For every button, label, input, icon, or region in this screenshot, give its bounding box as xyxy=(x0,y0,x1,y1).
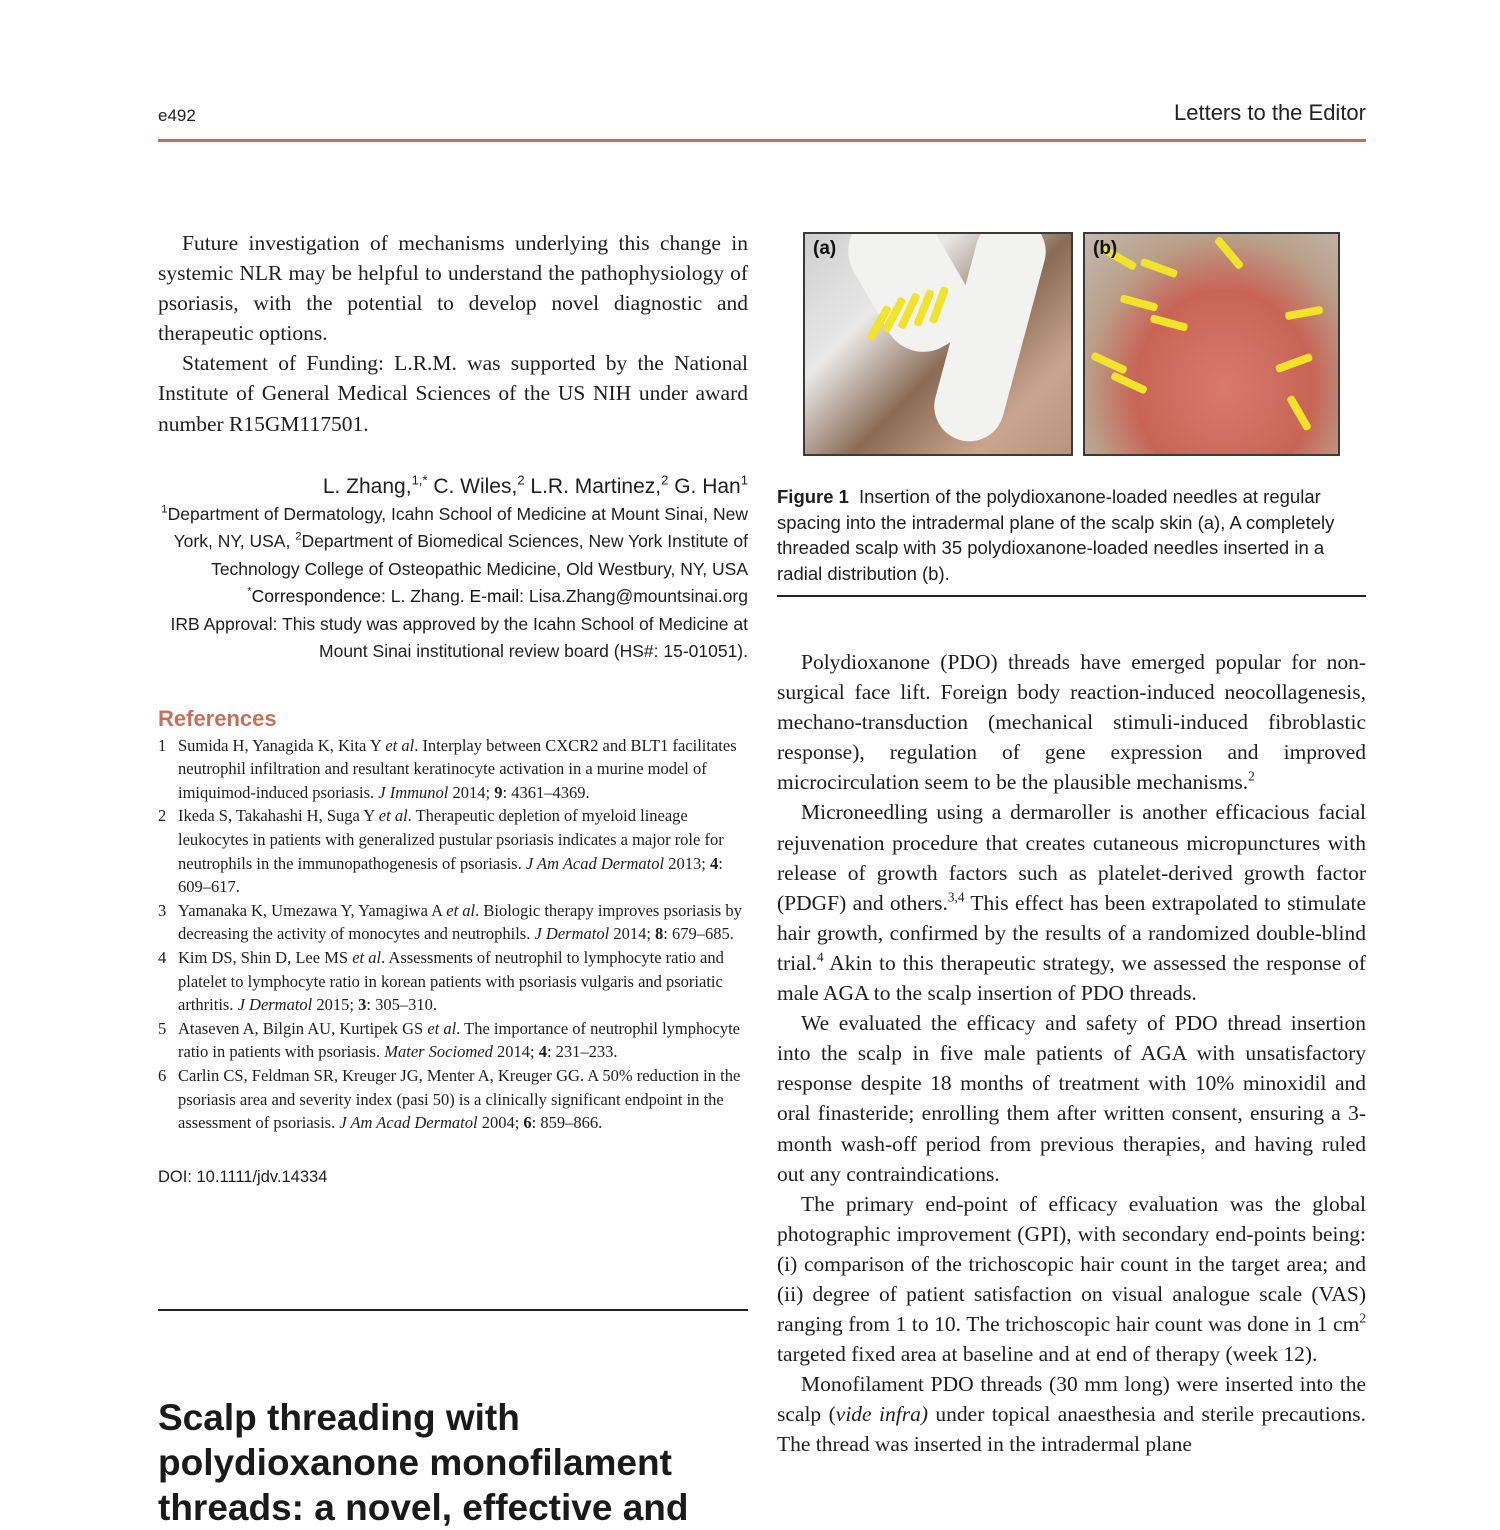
ref-pages: : 305–310. xyxy=(366,995,437,1015)
article-title: Scalp threading with polydioxanone monofilament threads: a novel, effective and xyxy=(158,1397,689,1528)
paragraph-text: Monofilament PDO threads (30 mm long) were inserted into the scalp ( xyxy=(777,1372,1366,1427)
ref-etal: et al xyxy=(427,1018,457,1038)
citation-marker[interactable]: 2 xyxy=(1248,768,1255,784)
author-name: C. Wiles, xyxy=(427,474,518,498)
reference-item xyxy=(158,1064,748,1135)
ref-authors: Carlin CS, Feldman SR, Kreuger JG, Menter A, Kreuger GG xyxy=(178,1065,580,1085)
author-block xyxy=(158,473,748,666)
body-paragraph xyxy=(777,1189,1366,1370)
ref-journal: J Immunol xyxy=(378,782,449,802)
ref-number: 4 xyxy=(158,948,167,967)
figure-1 xyxy=(803,232,1340,458)
affiliations xyxy=(158,501,748,584)
ref-year: 2004; xyxy=(477,1113,524,1133)
needle-shape xyxy=(1090,351,1128,374)
paragraph-text: under topical anaesthesia and sterile precautions. The thread was inserted in the intradermal plane xyxy=(777,1402,1366,1457)
figure-label: Figure 1 xyxy=(777,486,849,507)
right-column xyxy=(777,647,1366,1460)
references-heading: References xyxy=(158,705,277,731)
ref-etal: et al xyxy=(446,900,476,920)
reference-item xyxy=(158,899,748,946)
author-name: L.R. Martinez, xyxy=(524,474,662,498)
page-header xyxy=(158,100,1366,140)
italic-text: vide infra) xyxy=(835,1402,928,1427)
ref-journal: J Am Acad Dermatol xyxy=(339,1113,478,1133)
ref-title: . Interplay between CXCR2 and BLT1 facilitates neutrophil infiltration and resultant keratinocyte activation in a murine model of imiquimod-induced psoriasis. xyxy=(178,735,737,802)
ref-number: 1 xyxy=(158,735,167,755)
funding-statement: Statement of Funding: L.R.M. was supported by the National Institute of General Medical Sciences of the US NIH under award number R15GM117501. xyxy=(158,351,748,436)
paragraph-text: Microneedling using a dermaroller is another efficacious facial rejuvenation procedure that creates cutaneous micropunctures with release of growth factors such as platelet-derived growth factor (PDGF) and others. xyxy=(777,800,1366,915)
ref-pages: : 231–233. xyxy=(546,1042,618,1062)
body-paragraph xyxy=(777,647,1366,797)
ref-etal: et al xyxy=(352,948,382,967)
figure-panel-b-photo xyxy=(1083,232,1340,456)
ref-year: 2014; xyxy=(448,782,495,802)
paragraph-text: targeted fixed area at baseline and at end of therapy (week 12). xyxy=(777,1342,1318,1367)
needle-shape xyxy=(1110,371,1148,394)
affiliation-marker: 2 xyxy=(517,472,525,488)
affiliation-marker: 1,* xyxy=(411,472,428,488)
ref-volume: 9 xyxy=(494,782,503,802)
correspondence-name: L. Zhang. xyxy=(385,586,470,607)
email-label: E-mail: xyxy=(469,586,524,607)
needle-shape xyxy=(1275,353,1313,374)
ref-number: 3 xyxy=(158,900,167,920)
header-rule xyxy=(158,139,1366,142)
figure-panel-a-photo xyxy=(803,232,1073,456)
ref-pages: : 4361–4369. xyxy=(502,782,590,802)
ref-title: . The importance of neutrophil lymphocyte ratio in patients with psoriasis. xyxy=(178,1018,740,1062)
needle-shape xyxy=(1286,395,1312,432)
reference-item xyxy=(158,1017,748,1064)
panel-a-label: (a) xyxy=(813,238,837,259)
page-number: e492 xyxy=(158,106,196,125)
affiliation-marker: 2 xyxy=(295,530,302,543)
email-link[interactable]: Lisa.Zhang@mountsinai.org xyxy=(524,586,748,607)
affiliation-marker: 1 xyxy=(740,472,748,488)
figure-caption xyxy=(777,484,1366,586)
affiliation-text: Department of Biomedical Sciences, New York Institute of Technology College of Osteopathic Medicine, Old Westbury, NY, USA xyxy=(211,531,748,579)
body-paragraph xyxy=(777,797,1366,1008)
affiliation-text: Department of Dermatology, Icahn School of Medicine at Mount Sinai, New York, NY, USA, xyxy=(167,503,748,552)
ref-pages: : 609–617. xyxy=(178,853,723,897)
body-paragraph xyxy=(777,1369,1366,1459)
ref-volume: 3 xyxy=(358,995,367,1015)
section-divider xyxy=(158,1309,748,1311)
ref-number: 6 xyxy=(158,1065,167,1085)
ref-year: 2014; xyxy=(492,1042,539,1062)
running-title: Letters to the Editor xyxy=(1174,100,1366,125)
superscript: 2 xyxy=(1359,1310,1366,1326)
author-name: G. Han xyxy=(668,474,741,498)
figure-divider xyxy=(777,595,1366,597)
ref-number: 2 xyxy=(158,806,167,826)
ref-authors: Yamanaka K, Umezawa Y, Yamagiwa A xyxy=(178,900,447,920)
left-column xyxy=(158,228,748,1187)
ref-journal: J Dermatol xyxy=(237,995,313,1015)
needle-shape xyxy=(1140,258,1178,279)
ref-year: 2014; xyxy=(609,924,656,944)
body-paragraph: We evaluated the efficacy and safety of PDO thread insertion into the scalp in five male patients of AGA with unsatisfactory response despite 18 months of treatment with 10% minoxidil and oral finasteride; enrolling them after written consent, ensuring a 3-month wash-off period from previous therapies, and having ruled out any contraindications. xyxy=(777,1011,1366,1186)
doi[interactable]: DOI: 10.1111/jdv.14334 xyxy=(158,1167,328,1186)
needle-shape xyxy=(1285,306,1324,320)
caption-text: Insertion of the polydioxanone-loaded needles at regular spacing into the intradermal plane of the scalp skin (a), A completely threaded scalp with 35 polydioxanone-loaded needles inserted in a radial distribution (b). xyxy=(777,486,1335,584)
ref-title: . Biologic therapy improves psoriasis by decreasing the activity of monocytes and neutrophils. xyxy=(178,900,742,944)
ref-pages: : 679–685. xyxy=(663,924,734,944)
correspondence xyxy=(158,583,748,611)
reference-item xyxy=(158,804,748,898)
citation-marker[interactable]: 4 xyxy=(817,949,824,965)
paragraph-text: Akin to this therapeutic strategy, we assessed the response of male AGA to the scalp insertion of PDO threads. xyxy=(777,950,1366,1006)
ref-title: . A 50% reduction in the psoriasis area and severity index (pasi 50) is a clinically significant endpoint in the assessment of psoriasis. xyxy=(178,1065,741,1133)
paragraph-text: The primary end-point of efficacy evaluation was the global photographic improvement (GPI), with secondary end-points being: (i) comparison of the trichoscopic hair count in the target area; and (ii) degree of patient satisfaction on visual analogue scale (VAS) ranging from 1 to 10. The trichoscopic hair count was done in 1 cm xyxy=(777,1191,1366,1337)
ref-etal: et al xyxy=(385,735,415,755)
paragraph-text: Polydioxanone (PDO) threads have emerged popular for non-surgical face lift. Foreign body reaction-induced neocollagenesis, mechano-transduction (mechanical stimuli-induced fibroblastic response), regulation of gene expression and improved microcirculation seem to be the plausible mechanisms. xyxy=(777,650,1366,795)
ref-authors: Sumida H, Yanagida K, Kita Y xyxy=(178,735,386,755)
ref-title: . Therapeutic depletion of myeloid lineage leukocytes in patients with generalized pustular psoriasis indicates a major role for neutrophils in the immunopathogenesis of psoriasis. xyxy=(178,806,724,873)
ref-etal: et al xyxy=(378,806,408,826)
ref-authors: Ikeda S, Takahashi H, Suga Y xyxy=(178,806,379,826)
ref-authors: Ataseven A, Bilgin AU, Kurtipek GS xyxy=(178,1018,428,1038)
ref-year: 2013; xyxy=(664,853,710,873)
ref-volume: 6 xyxy=(523,1113,532,1133)
ref-journal: Mater Sociomed xyxy=(384,1042,493,1062)
reference-item xyxy=(158,946,748,1017)
ref-journal: J Dermatol xyxy=(534,924,610,944)
ref-title: . Assessments of neutrophil to lymphocyte ratio and platelet to lymphocyte ratio in korean patients with psoriasis vulgaris and psoriatic arthritis. xyxy=(178,948,724,1015)
ref-journal: J Am Acad Dermatol xyxy=(525,853,665,873)
correspondence-marker: * xyxy=(247,585,252,598)
panel-b-label: (b) xyxy=(1093,238,1118,259)
ref-volume: 4 xyxy=(538,1042,547,1062)
correspondence-label: Correspondence: xyxy=(251,586,386,607)
reference-list xyxy=(158,734,748,1135)
irb-approval: IRB Approval: This study was approved by the Icahn School of Medicine at Mount Sinai institutional review board (HS#: 15-01051). xyxy=(170,613,748,662)
reference-item xyxy=(158,734,748,805)
body-paragraph: Future investigation of mechanisms underlying this change in systemic NLR may be helpful to understand the pathophysiology of psoriasis, with the potential to develop novel diagnostic and therapeutic options. xyxy=(158,231,748,346)
needle-shape xyxy=(1214,236,1245,270)
affiliation-marker: 2 xyxy=(661,472,669,488)
ref-authors: Kim DS, Shin D, Lee MS xyxy=(178,948,353,967)
citation-marker[interactable]: 3,4 xyxy=(947,889,965,905)
author-list xyxy=(158,473,748,501)
ref-volume: 4 xyxy=(709,853,719,873)
ref-year: 2015; xyxy=(312,995,359,1015)
paragraph-text: This effect has been extrapolated to stimulate hair growth, confirmed by the results of a randomized double-blind trial. xyxy=(777,890,1366,975)
ref-pages: : 859–866. xyxy=(531,1113,603,1133)
author-name: L. Zhang, xyxy=(322,474,412,498)
ref-number: 5 xyxy=(158,1018,167,1038)
needle-shape xyxy=(1120,294,1159,312)
needle-shape xyxy=(1150,314,1189,332)
affiliation-marker: 1 xyxy=(161,503,168,516)
ref-volume: 8 xyxy=(655,924,664,944)
